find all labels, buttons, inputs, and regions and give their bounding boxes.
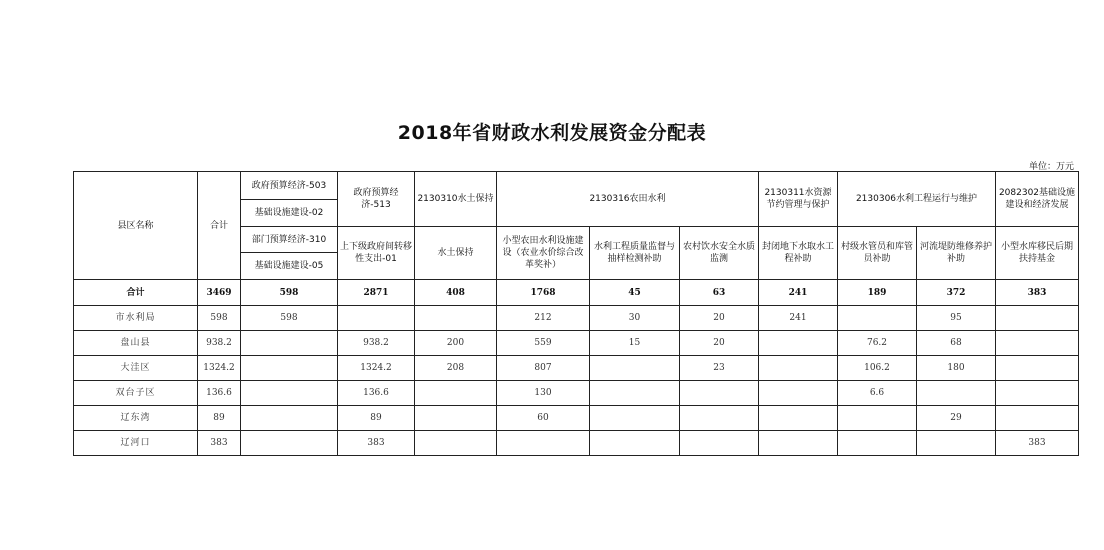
table-cell: [917, 431, 996, 456]
table-cell: [996, 356, 1079, 381]
header-village: 村级水管员和库管员补助: [838, 227, 917, 280]
header-fund-b-sub: 上下级政府间转移性支出-01: [338, 227, 415, 280]
table-row: [74, 406, 1079, 431]
table-cell: [759, 381, 838, 406]
table-cell: [759, 406, 838, 431]
total-cell: 598: [241, 280, 338, 306]
table-cell: 双台子区: [74, 381, 198, 406]
table-cell: 89: [198, 406, 241, 431]
table-cell: [241, 431, 338, 456]
table-cell: [415, 406, 497, 431]
total-cell: 383: [996, 280, 1079, 306]
table-cell: 6.6: [838, 381, 917, 406]
table-cell: 241: [759, 306, 838, 331]
table-cell: 95: [917, 306, 996, 331]
table-cell: 89: [338, 406, 415, 431]
table-cell: 60: [497, 406, 590, 431]
table-cell: [680, 406, 759, 431]
table-cell: 200: [415, 331, 497, 356]
table-cell: [590, 406, 680, 431]
table-cell: [590, 431, 680, 456]
header-farm-small: 小型农田水利设施建设（农业水价综合改革奖补）: [497, 227, 590, 280]
header-fund-a1: 政府预算经济-503: [241, 172, 338, 200]
header-total: 合计: [198, 172, 241, 280]
table-cell: 383: [198, 431, 241, 456]
total-cell: 合计: [74, 280, 198, 306]
table-cell: [759, 431, 838, 456]
table-cell: 1324.2: [338, 356, 415, 381]
total-cell: 189: [838, 280, 917, 306]
header-code-2082302: 2082302基础设施建设和经济发展: [996, 172, 1079, 227]
table-cell: 20: [680, 331, 759, 356]
table-cell: 598: [241, 306, 338, 331]
table-cell: 383: [338, 431, 415, 456]
table-row: [74, 356, 1079, 381]
table-cell: 208: [415, 356, 497, 381]
table-cell: [338, 306, 415, 331]
total-row: [74, 280, 1079, 306]
table-cell: [759, 331, 838, 356]
header-quality: 水利工程质量监督与抽样检测补助: [590, 227, 680, 280]
table-cell: [415, 381, 497, 406]
table-cell: 辽东湾: [74, 406, 198, 431]
table-cell: 30: [590, 306, 680, 331]
table-cell: 辽河口: [74, 431, 198, 456]
table-cell: 15: [590, 331, 680, 356]
total-cell: 45: [590, 280, 680, 306]
table-cell: 20: [680, 306, 759, 331]
header-reservoir: 小型水库移民后期扶持基金: [996, 227, 1079, 280]
table-cell: [241, 356, 338, 381]
header-county: 县区名称: [74, 172, 198, 280]
header-fund-a4: 基础设施建设-05: [241, 253, 338, 280]
header-code-2130310: 2130310水土保持: [415, 172, 497, 227]
table-cell: 807: [497, 356, 590, 381]
table-cell: 1324.2: [198, 356, 241, 381]
table-cell: [680, 381, 759, 406]
total-cell: 408: [415, 280, 497, 306]
table-cell: 68: [917, 331, 996, 356]
table-cell: [838, 431, 917, 456]
table-cell: [497, 431, 590, 456]
table-cell: [759, 356, 838, 381]
table-cell: 106.2: [838, 356, 917, 381]
header-river: 河流堤防维修养护补助: [917, 227, 996, 280]
table-cell: [415, 306, 497, 331]
header-groundwater: 封闭地下水取水工程补助: [759, 227, 838, 280]
table-cell: 383: [996, 431, 1079, 456]
table-cell: [838, 406, 917, 431]
total-cell: 241: [759, 280, 838, 306]
table-cell: 136.6: [198, 381, 241, 406]
table-cell: 938.2: [198, 331, 241, 356]
table-row: [74, 306, 1079, 331]
table-cell: [590, 356, 680, 381]
table-cell: [241, 381, 338, 406]
header-code-2130316: 2130316农田水利: [497, 172, 759, 227]
table-cell: [996, 331, 1079, 356]
table-cell: 盘山县: [74, 331, 198, 356]
table-cell: 212: [497, 306, 590, 331]
header-soil: 水土保持: [415, 227, 497, 280]
header-code-2130311: 2130311水资源节约管理与保护: [759, 172, 838, 227]
table-row: [74, 331, 1079, 356]
total-cell: 63: [680, 280, 759, 306]
table-cell: 76.2: [838, 331, 917, 356]
table-row: [74, 381, 1079, 406]
allocation-table: [73, 171, 1079, 456]
table-cell: [415, 431, 497, 456]
table-cell: [838, 306, 917, 331]
table-row: [74, 431, 1079, 456]
table-cell: [241, 331, 338, 356]
table-cell: 136.6: [338, 381, 415, 406]
table-cell: [241, 406, 338, 431]
table-cell: 市水利局: [74, 306, 198, 331]
total-cell: 372: [917, 280, 996, 306]
header-code-2130306: 2130306水利工程运行与维护: [838, 172, 996, 227]
table-cell: 180: [917, 356, 996, 381]
table-cell: [590, 381, 680, 406]
table-cell: [996, 381, 1079, 406]
header-fund-b-top: 政府预算经济-513: [338, 172, 415, 227]
header-fund-a2: 基础设施建设-02: [241, 200, 338, 227]
table-cell: 大洼区: [74, 356, 198, 381]
unit-label: 单位：万元: [1028, 162, 1074, 172]
table-cell: 130: [497, 381, 590, 406]
header-fund-a3: 部门预算经济-310: [241, 227, 338, 253]
table-cell: [680, 431, 759, 456]
page-title: 2018年省财政水利发展资金分配表: [397, 122, 707, 144]
table-cell: 559: [497, 331, 590, 356]
table-cell: [917, 381, 996, 406]
table-cell: 598: [198, 306, 241, 331]
table-cell: 29: [917, 406, 996, 431]
header-drinking: 农村饮水安全水质监测: [680, 227, 759, 280]
table-cell: [996, 406, 1079, 431]
table-cell: 23: [680, 356, 759, 381]
table-cell: 938.2: [338, 331, 415, 356]
total-cell: 1768: [497, 280, 590, 306]
table-cell: [996, 306, 1079, 331]
total-cell: 3469: [198, 280, 241, 306]
total-cell: 2871: [338, 280, 415, 306]
